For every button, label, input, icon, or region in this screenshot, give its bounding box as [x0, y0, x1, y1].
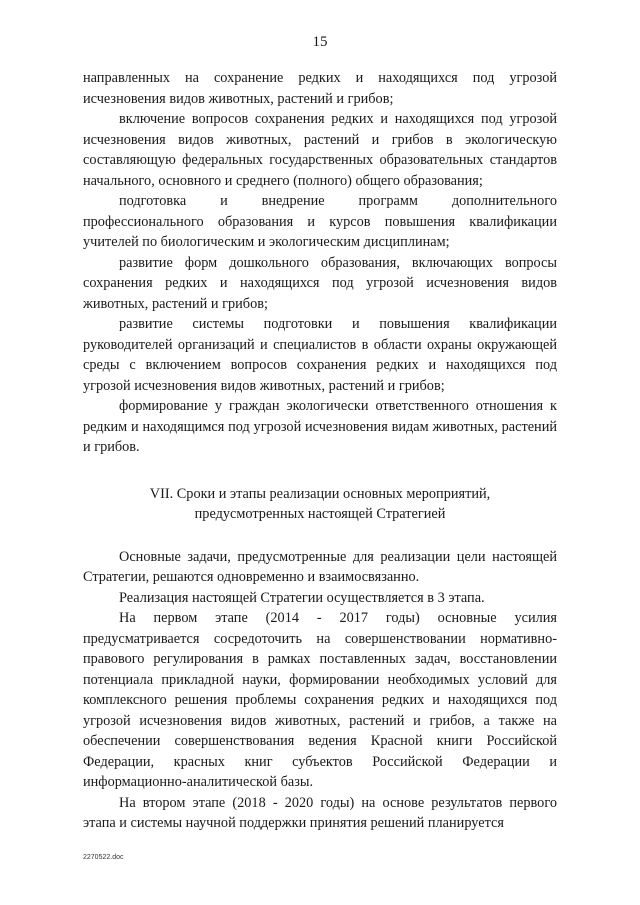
paragraph: включение вопросов сохранения редких и находящихся под угрозой исчезновения видов животных, растений и грибов в экологическую составляющую федеральных государственных образовательных стандартов начального, основного и среднего (полного) общего образования;: [83, 111, 557, 189]
page-number: 15: [312, 34, 328, 50]
section-heading: [83, 484, 557, 525]
paragraph: развитие системы подготовки и повышения квалификации руководителей организаций и специалистов в области охраны окружающей среды с включением вопросов сохранения редких и находящихся под угрозой исчезновения видов животных, растений и грибов;: [83, 316, 557, 394]
paragraph: развитие форм дошкольного образования, включающих вопросы сохранения редких и находящихся под угрозой исчезновения видов животных, растений и грибов;: [83, 254, 557, 312]
section-heading-line-1: VII. Сроки и этапы реализации основных мероприятий,: [149, 485, 491, 502]
paragraph: подготовка и внедрение программ дополнительного профессионального образования и курсов повышения квалификации учителей по биологическим и экологическим дисциплинам;: [83, 193, 557, 250]
paragraph: формирование у граждан экологически ответственного отношения к редким и находящимся под угрозой исчезновения видам животных, растений и грибов.: [83, 398, 557, 455]
paragraph: На втором этапе (2018 - 2020 годы) на основе результатов первого этапа и системы научной поддержки принятия решений планируется: [83, 794, 557, 831]
paragraph: Реализация настоящей Стратегии осуществляется в 3 этапа.: [119, 589, 485, 606]
paragraph: На первом этапе (2014 - 2017 годы) основные усилия предусматривается сосредоточить на совершенствовании нормативно-правового регулирования в рамках поставленных задач, восстановлении потенциала прикладной науки, формировании необходимых условий для комплексного решения проблемы сохранения редких и находящихся под угрозой исчезновения видов животных, растений и грибов, а также на обеспечении совершенствования ведения Красной книги Российской Федерации, красных книг субъектов Российской Федерации и информационно-аналитической базы.: [83, 610, 557, 790]
section-heading-line-2: предусмотренных настоящей Стратегией: [194, 506, 446, 522]
footer-file-name: 2270522.doc: [83, 854, 124, 861]
section-1: [83, 68, 557, 458]
document-body: [83, 68, 557, 834]
paragraph: Основные задачи, предусмотренные для реализации цели настоящей Стратегии, решаются одновременно и взаимосвязанно.: [83, 548, 557, 585]
paragraph: направленных на сохранение редких и находящихся под угрозой исчезновения видов животных, растений и грибов;: [83, 70, 557, 107]
section-2: [83, 547, 557, 834]
